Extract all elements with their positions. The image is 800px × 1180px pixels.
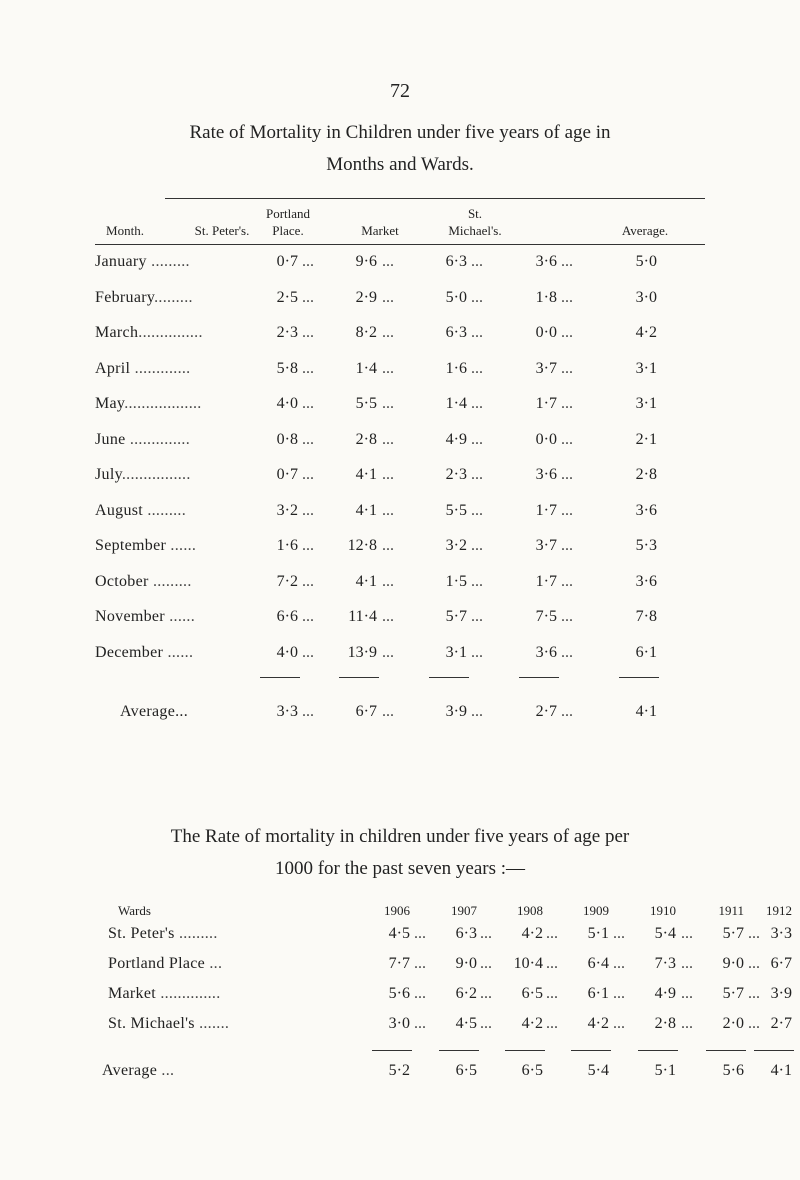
leader-dots: .......: [194, 1015, 230, 1032]
month-label: November ......: [95, 608, 196, 625]
value-cell: 3·3: [770, 925, 792, 942]
year-header: 1910: [650, 903, 676, 918]
header-st-peters: St. Peter's.: [194, 223, 250, 238]
value-cell: 2·8: [635, 466, 657, 483]
leader-dots: ..............: [125, 430, 191, 448]
leader-dots: ................: [121, 466, 191, 483]
leader-dots: .........: [174, 925, 218, 942]
average-value: 3·9: [445, 703, 467, 720]
leader-dots: .........: [148, 572, 192, 590]
value-cell: 5·0: [635, 253, 657, 270]
header-month: Month.: [106, 223, 144, 238]
month-label: January .........: [95, 253, 190, 270]
value-cell: 3·7: [535, 359, 557, 377]
value-cell: 2·1: [635, 430, 657, 448]
header-st-michaels-line1: St.: [467, 206, 483, 221]
month-label: April .............: [95, 359, 191, 377]
leader-dots: ......: [163, 643, 194, 661]
average-value: 2·7: [535, 703, 557, 720]
value-cell: 1·5: [445, 572, 467, 590]
month-label: February.........: [95, 288, 193, 306]
value-cell: 6·6: [276, 608, 298, 625]
total-rule: [260, 677, 300, 678]
value-cell: 12·8: [347, 537, 377, 554]
value-cell: 6·2: [455, 985, 477, 1002]
value-cell: 9·0: [455, 955, 477, 972]
table2-title-line1: The Rate of mortality in children under five years of age per: [170, 826, 630, 847]
table1-title-line1: Rate of Mortality in Children under five years of age in: [189, 122, 611, 143]
value-cell: 4·2: [521, 1015, 543, 1032]
header-st-michaels-line2: Michael's.: [448, 223, 502, 238]
value-cell: 1·4: [445, 395, 467, 412]
average-value: 6·5: [455, 1062, 477, 1079]
leader-dots: ...: [205, 955, 223, 972]
total-rule: [754, 1050, 794, 1051]
total-rule: [519, 677, 559, 678]
leader-dots: ...: [157, 1062, 175, 1079]
leader-dots: ......: [166, 537, 197, 554]
value-cell: 2·8: [654, 1015, 676, 1032]
value-cell: 3·1: [635, 395, 657, 412]
leader-dots: .........: [154, 288, 193, 306]
value-cell: 0·7: [276, 253, 298, 270]
value-cell: 6·4: [587, 955, 609, 972]
ward-label: Portland Place ...: [108, 955, 223, 972]
total-rule: [372, 1050, 412, 1051]
table1-header-rule: [95, 244, 705, 245]
value-cell: 5·8: [276, 359, 298, 377]
value-cell: 6·1: [587, 985, 609, 1002]
year-header: 1912: [766, 903, 792, 918]
value-cell: 1·6: [276, 537, 298, 554]
value-cell: 7·2: [276, 572, 298, 590]
value-cell: 7·5: [535, 608, 557, 625]
value-cell: 3·6: [535, 643, 557, 661]
value-cell: 4·2: [521, 925, 543, 942]
average-value: 4·1: [635, 703, 657, 720]
table2-header-wards: Wards: [118, 903, 151, 918]
value-cell: 7·7: [388, 955, 410, 972]
value-cell: 3·6: [535, 466, 557, 483]
average-value: 6·5: [521, 1062, 543, 1079]
value-cell: 11·4: [348, 608, 377, 625]
value-cell: 1·7: [535, 572, 557, 590]
month-label: July................: [95, 466, 191, 483]
value-cell: 9·0: [722, 955, 744, 972]
month-label: August .........: [95, 501, 187, 519]
value-cell: 2·9: [355, 288, 377, 306]
value-cell: 5·6: [388, 985, 410, 1002]
header-portland-line2: Place.: [272, 223, 304, 238]
value-cell: 1·6: [445, 359, 467, 377]
leader-dots: ...............: [138, 324, 203, 341]
value-cell: 5·0: [445, 288, 467, 306]
value-cell: 3·6: [635, 501, 657, 519]
leader-dots: .............: [130, 359, 191, 377]
leader-dots: .........: [146, 253, 190, 270]
value-cell: 3·7: [535, 537, 557, 554]
value-cell: 1·8: [535, 288, 557, 306]
value-cell: 1·7: [535, 501, 557, 519]
value-cell: 2·0: [722, 1015, 744, 1032]
value-cell: 2·5: [276, 288, 298, 306]
year-header: 1907: [451, 903, 477, 918]
leader-dots: ......: [164, 608, 196, 625]
value-cell: 6·3: [455, 925, 477, 942]
header-portland-line1: Portland: [265, 206, 311, 221]
value-cell: 1·7: [535, 395, 557, 412]
value-cell: 3·1: [445, 643, 467, 661]
total-rule: [638, 1050, 678, 1051]
value-cell: 3·2: [445, 537, 467, 554]
value-cell: 0·8: [276, 430, 298, 448]
value-cell: 0·7: [276, 466, 298, 483]
value-cell: 3·0: [388, 1015, 410, 1032]
total-rule: [619, 677, 659, 678]
total-rule: [429, 677, 469, 678]
value-cell: 13·9: [347, 643, 377, 661]
value-cell: 4·0: [276, 643, 298, 661]
total-rule: [439, 1050, 479, 1051]
total-rule: [706, 1050, 746, 1051]
value-cell: 3·6: [535, 253, 557, 270]
value-cell: 4·5: [455, 1015, 477, 1032]
ward-label: St. Michael's .......: [108, 1015, 230, 1032]
value-cell: 9·6: [355, 253, 377, 270]
header-market: Market: [361, 223, 399, 238]
average-label: Average ...: [102, 1062, 175, 1079]
value-cell: 6·5: [521, 985, 543, 1002]
value-cell: 1·4: [355, 359, 377, 377]
value-cell: 0·0: [535, 430, 557, 448]
value-cell: 2·7: [770, 1015, 792, 1032]
value-cell: 3·0: [635, 288, 657, 306]
value-cell: 4·9: [654, 985, 676, 1002]
year-header: 1909: [583, 903, 609, 918]
value-cell: 4·0: [276, 395, 298, 412]
value-cell: 2·3: [276, 324, 298, 341]
value-cell: 7·3: [654, 955, 676, 972]
leader-dots: ..............: [156, 985, 221, 1002]
value-cell: 4·1: [355, 501, 377, 519]
value-cell: 4·5: [388, 925, 410, 942]
value-cell: 5·4: [654, 925, 676, 942]
value-cell: 4·1: [355, 466, 377, 483]
value-cell: 0·0: [535, 324, 557, 341]
average-label: Average...: [120, 703, 188, 720]
total-rule: [505, 1050, 545, 1051]
year-header: 1908: [517, 903, 543, 918]
year-header: 1911: [718, 903, 744, 918]
value-cell: 10·4: [513, 955, 543, 972]
ward-label: St. Peter's .........: [108, 925, 218, 942]
value-cell: 4·2: [587, 1015, 609, 1032]
value-cell: 5·5: [355, 395, 377, 412]
average-value: 5·2: [388, 1062, 410, 1079]
value-cell: 2·8: [355, 430, 377, 448]
month-label: October .........: [95, 572, 192, 590]
value-cell: 3·9: [770, 985, 792, 1002]
average-value: 4·1: [770, 1062, 792, 1079]
header-average: Average.: [621, 223, 669, 238]
value-cell: 5·1: [587, 925, 609, 942]
value-cell: 2·3: [445, 466, 467, 483]
month-label: March...............: [95, 324, 203, 341]
value-cell: 6·7: [770, 955, 792, 972]
value-cell: 6·3: [445, 253, 467, 270]
value-cell: 5·5: [445, 501, 467, 519]
leader-dots: .........: [143, 501, 187, 519]
value-cell: 3·1: [635, 359, 657, 377]
value-cell: 7·8: [635, 608, 657, 625]
value-cell: 3·2: [276, 501, 298, 519]
table1-top-rule: [165, 198, 705, 199]
month-label: September ......: [95, 537, 197, 554]
total-rule: [571, 1050, 611, 1051]
leader-dots: ..................: [124, 395, 202, 412]
average-value: 5·6: [722, 1062, 744, 1079]
table2-title-line2: 1000 for the past seven years :—: [274, 858, 526, 879]
ward-label: Market ..............: [108, 985, 221, 1002]
value-cell: 5·3: [635, 537, 657, 554]
average-value: 3·3: [276, 703, 298, 720]
value-cell: 3·6: [635, 572, 657, 590]
value-cell: 4·2: [635, 324, 657, 341]
page-number: 72: [390, 80, 410, 102]
average-value: 6·7: [355, 703, 377, 720]
value-cell: 5·7: [722, 925, 744, 942]
table1-title-line2: Months and Wards.: [326, 154, 474, 175]
value-cell: 4·1: [355, 572, 377, 590]
value-cell: 5·7: [445, 608, 467, 625]
month-label: May..................: [95, 395, 202, 412]
average-value: 5·4: [587, 1062, 609, 1079]
month-label: June ..............: [95, 430, 191, 448]
value-cell: 6·1: [635, 643, 657, 661]
month-label: December ......: [95, 643, 194, 661]
value-cell: 8·2: [355, 324, 377, 341]
value-cell: 6·3: [445, 324, 467, 341]
year-header: 1906: [384, 903, 410, 918]
average-value: 5·1: [654, 1062, 676, 1079]
value-cell: 5·7: [722, 985, 744, 1002]
total-rule: [339, 677, 379, 678]
value-cell: 4·9: [445, 430, 467, 448]
